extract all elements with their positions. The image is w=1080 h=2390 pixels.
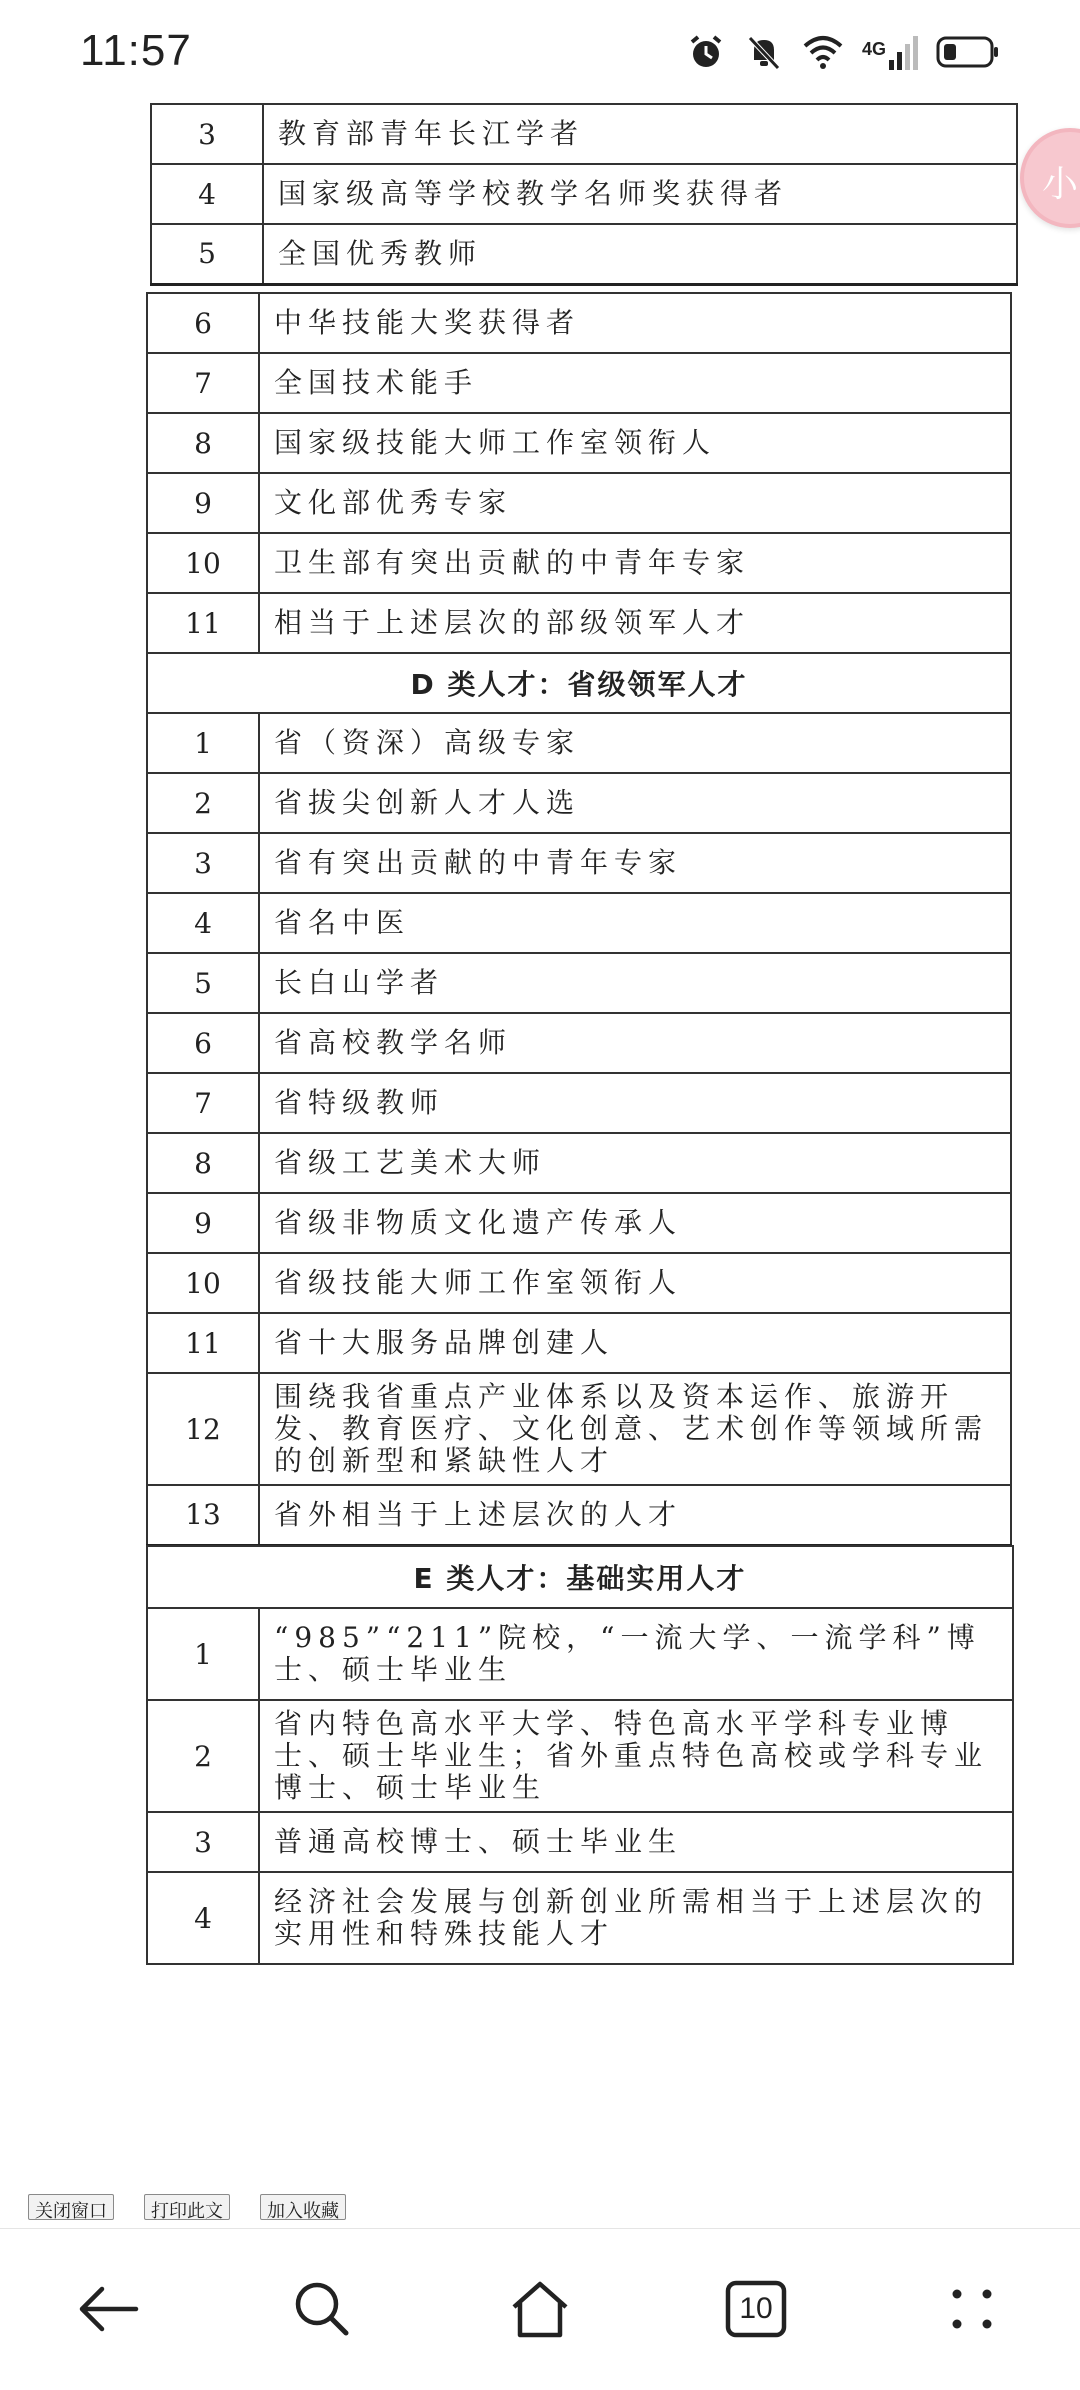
row-number: 8: [147, 413, 259, 473]
table-row: [147, 1373, 1011, 1485]
more-menu-button[interactable]: [932, 2269, 1012, 2349]
category-title: D 类人才：省级领军人才: [147, 653, 1011, 713]
row-number: 5: [151, 224, 263, 284]
table-row: [147, 833, 1011, 893]
close-window-button[interactable]: 关闭窗口: [28, 2194, 114, 2220]
row-text: 省级工艺美术大师: [259, 1133, 1011, 1193]
talent-table-top: [150, 103, 1018, 286]
row-number: 4: [147, 1872, 259, 1964]
row-number: 13: [147, 1485, 259, 1545]
table-row: [147, 1812, 1013, 1872]
back-arrow-icon: [76, 2284, 140, 2334]
row-text: 国家级高等学校教学名师奖获得者: [263, 164, 1017, 224]
status-icons: [686, 30, 1000, 74]
table-row: [147, 953, 1011, 1013]
home-button[interactable]: [500, 2269, 580, 2349]
row-number: 8: [147, 1133, 259, 1193]
row-number: 1: [147, 713, 259, 773]
row-number: 12: [147, 1373, 259, 1485]
row-number: 5: [147, 953, 259, 1013]
row-text: 省级技能大师工作室领衔人: [259, 1253, 1011, 1313]
table-row: [147, 773, 1011, 833]
row-number: 3: [147, 833, 259, 893]
signal-icon: [888, 34, 918, 70]
row-text: 文化部优秀专家: [259, 473, 1011, 533]
row-text: 省特级教师: [259, 1073, 1011, 1133]
alarm-icon: [686, 32, 726, 72]
row-number: 11: [147, 593, 259, 653]
row-text: 省十大服务品牌创建人: [259, 1313, 1011, 1373]
table-row: [147, 1313, 1011, 1373]
table-row: [147, 473, 1011, 533]
table-row: [147, 893, 1011, 953]
more-dots-icon: [947, 2284, 997, 2334]
page-actions: [28, 2194, 346, 2220]
row-text: 经济社会发展与创新创业所需相当于上述层次的实用性和特殊技能人才: [259, 1872, 1013, 1964]
tab-count: 10: [739, 2292, 773, 2325]
print-article-button[interactable]: 打印此文: [144, 2194, 230, 2220]
row-number: 11: [147, 1313, 259, 1373]
battery-icon: [936, 34, 1000, 70]
row-text: 省拔尖创新人才人选: [259, 773, 1011, 833]
row-text: “985”“211”院校，“一流大学、一流学科”博士、硕士毕业生: [259, 1608, 1013, 1700]
floating-bubble-label: 小: [1042, 164, 1079, 205]
row-text: 长白山学者: [259, 953, 1011, 1013]
table-row: [147, 293, 1011, 353]
category-header-d: [147, 653, 1011, 713]
row-text: 省外相当于上述层次的人才: [259, 1485, 1011, 1545]
row-number: 7: [147, 1073, 259, 1133]
row-number: 2: [147, 773, 259, 833]
row-number: 7: [147, 353, 259, 413]
table-row: [147, 1193, 1011, 1253]
row-number: 9: [147, 1193, 259, 1253]
back-button[interactable]: [68, 2269, 148, 2349]
row-text: 全国优秀教师: [263, 224, 1017, 284]
cellular-signal: [862, 34, 918, 70]
add-favorite-button[interactable]: 加入收藏: [260, 2194, 346, 2220]
browser-bottom-nav: [0, 2228, 1080, 2390]
tabs-button[interactable]: [716, 2269, 796, 2349]
mute-bell-icon: [744, 32, 784, 72]
category-title: E 类人才：基础实用人才: [147, 1546, 1013, 1608]
table-row: [151, 104, 1017, 164]
row-text: 全国技术能手: [259, 353, 1011, 413]
row-text: 教育部青年长江学者: [263, 104, 1017, 164]
status-bar: [0, 0, 1080, 104]
row-text: 相当于上述层次的部级领军人才: [259, 593, 1011, 653]
category-header-e: [147, 1546, 1013, 1608]
home-icon: [508, 2279, 572, 2339]
wifi-icon: [802, 32, 844, 72]
row-number: 9: [147, 473, 259, 533]
row-text: 省名中医: [259, 893, 1011, 953]
row-number: 3: [147, 1812, 259, 1872]
row-text: 省有突出贡献的中青年专家: [259, 833, 1011, 893]
row-number: 6: [147, 1013, 259, 1073]
row-number: 2: [147, 1700, 259, 1812]
row-number: 10: [147, 533, 259, 593]
row-number: 6: [147, 293, 259, 353]
table-row: [147, 1253, 1011, 1313]
search-icon: [292, 2279, 352, 2339]
row-number: 4: [151, 164, 263, 224]
table-row: [147, 1013, 1011, 1073]
row-text: 中华技能大奖获得者: [259, 293, 1011, 353]
network-type: 4G: [861, 39, 886, 59]
row-number: 3: [151, 104, 263, 164]
status-time: 11:57: [80, 26, 192, 75]
table-row: [147, 1073, 1011, 1133]
floating-assistant-bubble[interactable]: [1020, 128, 1080, 228]
table-row: [147, 1700, 1013, 1812]
search-button[interactable]: [282, 2269, 362, 2349]
row-text: 国家级技能大师工作室领衔人: [259, 413, 1011, 473]
row-text: 普通高校博士、硕士毕业生: [259, 1812, 1013, 1872]
table-row: [147, 713, 1011, 773]
table-row: [147, 1872, 1013, 1964]
talent-table-e: [146, 1545, 1014, 1965]
row-text: 围绕我省重点产业体系以及资本运作、旅游开发、教育医疗、文化创意、艺术创作等领域所需的创新型和紧缺性人才: [259, 1373, 1011, 1485]
talent-table-middle: [146, 292, 1012, 1547]
row-number: 10: [147, 1253, 259, 1313]
table-row: [147, 1485, 1011, 1545]
row-text: 省高校教学名师: [259, 1013, 1011, 1073]
table-row: [151, 224, 1017, 284]
table-row: [147, 533, 1011, 593]
table-row: [151, 164, 1017, 224]
row-text: 省（资深）高级专家: [259, 713, 1011, 773]
table-row: [147, 1608, 1013, 1700]
row-text: 省级非物质文化遗产传承人: [259, 1193, 1011, 1253]
table-row: [147, 1133, 1011, 1193]
table-row: [147, 413, 1011, 473]
row-number: 4: [147, 893, 259, 953]
row-number: 1: [147, 1608, 259, 1700]
row-text: 省内特色高水平大学、特色高水平学科专业博士、硕士毕业生；省外重点特色高校或学科专业博士、硕士毕业生: [259, 1700, 1013, 1812]
row-text: 卫生部有突出贡献的中青年专家: [259, 533, 1011, 593]
table-row: [147, 593, 1011, 653]
table-row: [147, 353, 1011, 413]
